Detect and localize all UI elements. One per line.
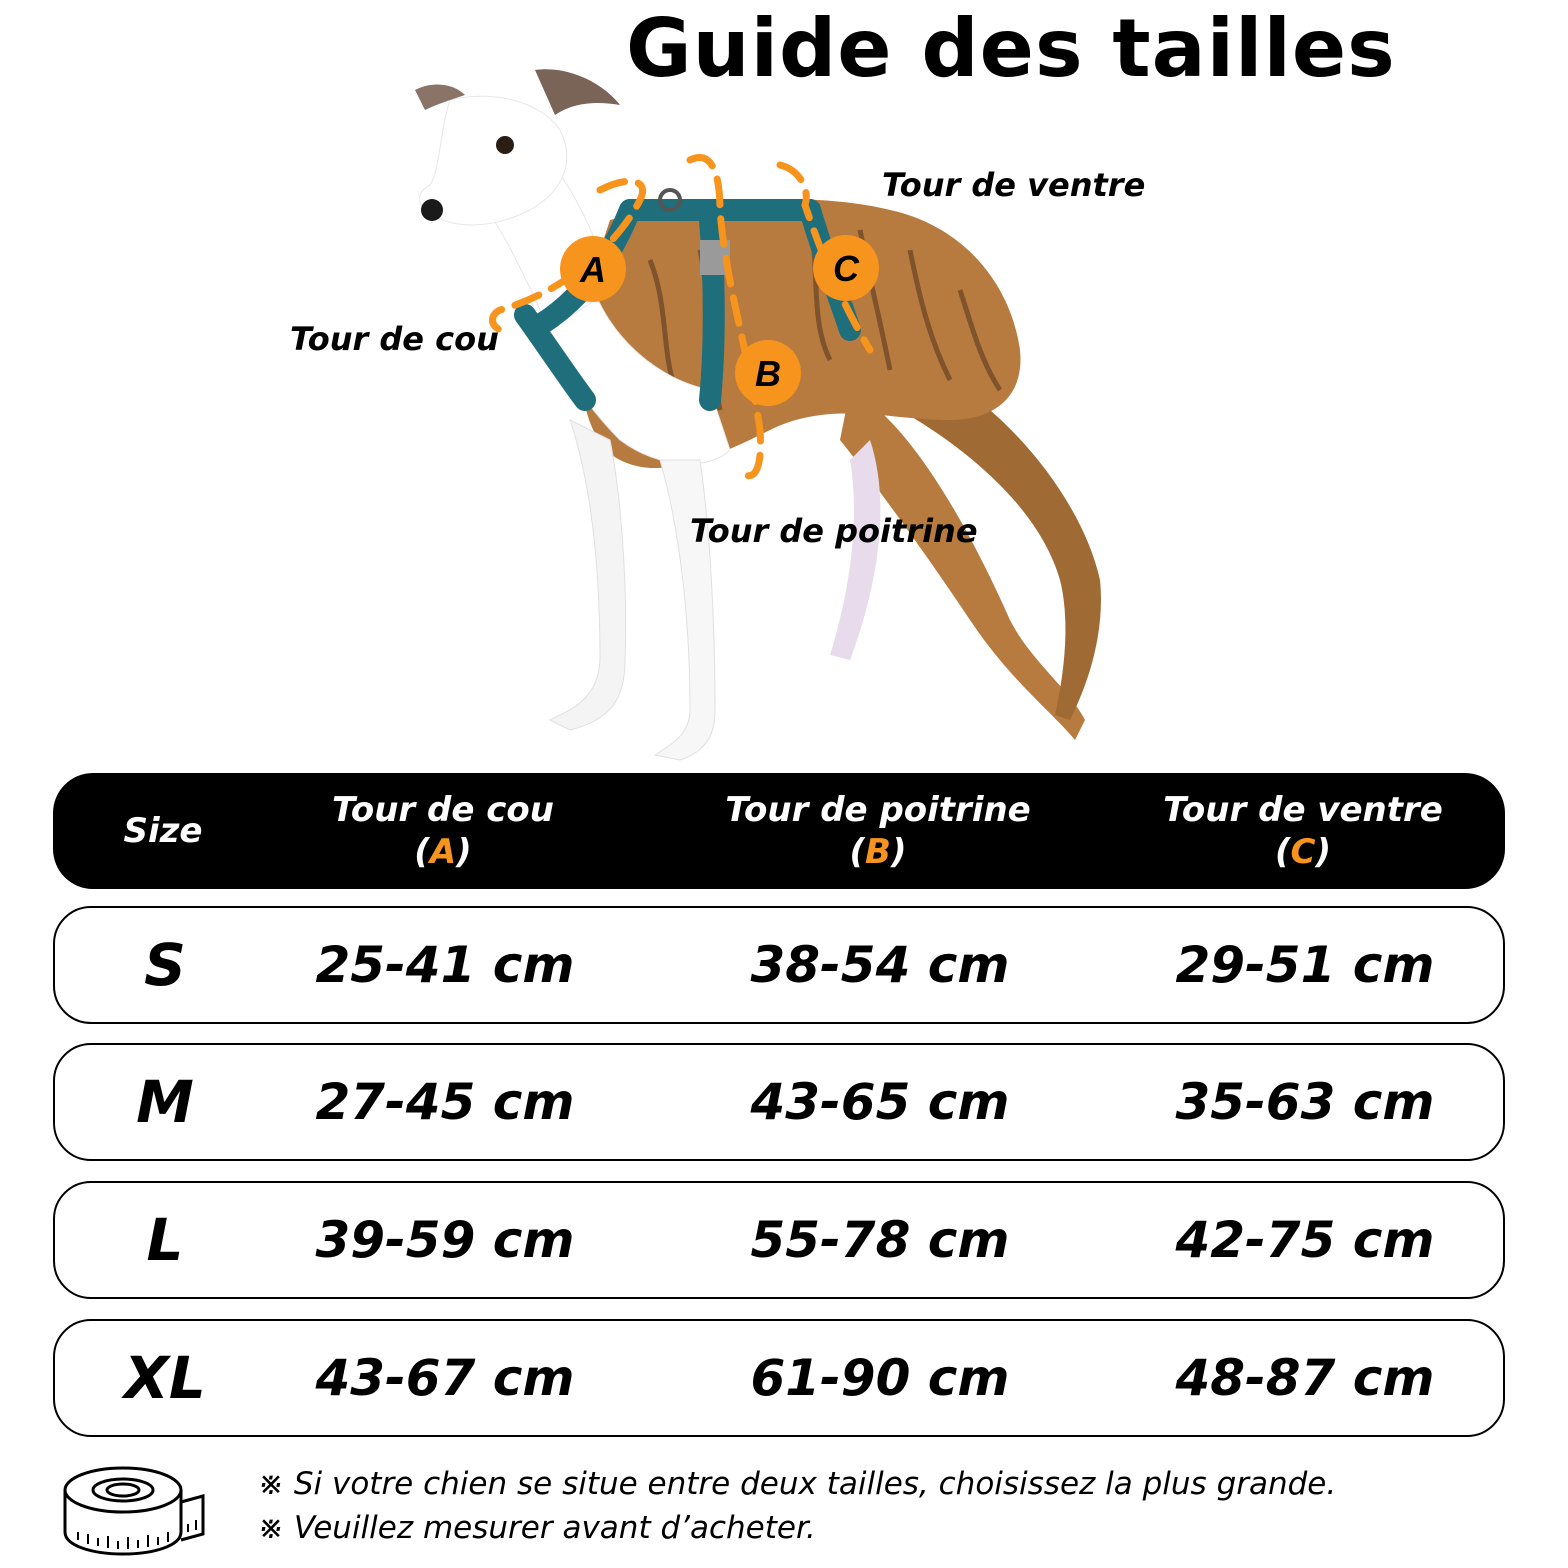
header-chest-letter: B [865,832,891,872]
table-row [53,906,1505,1024]
row-chest: 55-78 cm [750,1211,1010,1269]
header-neck-label: Tour de cou [332,790,554,830]
row-size: M [136,1068,194,1136]
table-row [53,1319,1505,1437]
dog-back-leg-3 [830,440,880,660]
label-belly: Tour de ventre [882,166,1146,204]
marker-a [560,236,626,302]
marker-a-text: A [580,249,606,290]
marker-c [813,235,879,301]
row-chest: 43-65 cm [750,1073,1010,1131]
marker-b [735,340,801,406]
page-title: Guide des tailles [626,2,1396,95]
header-chest: Tour de poitrine (B) [725,790,1031,872]
marker-b-text: B [755,353,781,394]
header-size-label: Size [123,811,203,851]
header-chest-label: Tour de poitrine [725,790,1031,830]
dog-front-leg [550,420,626,730]
row-chest: 61-90 cm [750,1349,1010,1407]
row-belly: 29-51 cm [1175,936,1435,994]
row-belly: 42-75 cm [1175,1211,1435,1269]
label-neck: Tour de cou [290,320,499,358]
table-row [53,1181,1505,1299]
header-belly: Tour de ventre (C) [1163,790,1443,872]
header-neck: Tour de cou (A) [332,790,554,872]
measuring-tape-icon [58,1462,208,1556]
row-neck: 43-67 cm [315,1349,575,1407]
row-size: XL [124,1344,206,1412]
row-chest: 38-54 cm [750,936,1010,994]
row-neck: 27-45 cm [315,1073,575,1131]
label-chest: Tour de poitrine [690,512,978,550]
row-neck: 39-59 cm [315,1211,575,1269]
row-neck: 25-41 cm [315,936,575,994]
row-size: S [144,931,186,999]
dog-eye [496,136,514,154]
dog-front-leg-2 [655,460,715,760]
dog-ear [535,69,620,115]
header-belly-label: Tour de ventre [1163,790,1443,830]
table-row [53,1043,1505,1161]
note-between-sizes: ※ Si votre chien se situe entre deux tailles, choisissez la plus grande. [258,1466,1337,1502]
note-measure-before: ※ Veuillez mesurer avant d’acheter. [258,1510,816,1546]
marker-c-text: C [833,248,859,289]
header-size [93,773,233,889]
table-header [53,773,1505,889]
header-belly-letter: C [1290,832,1316,872]
row-belly: 35-63 cm [1175,1073,1435,1131]
dog-nose [421,199,443,221]
header-neck-letter: A [429,832,457,872]
row-size: L [146,1206,184,1274]
row-belly: 48-87 cm [1175,1349,1435,1407]
